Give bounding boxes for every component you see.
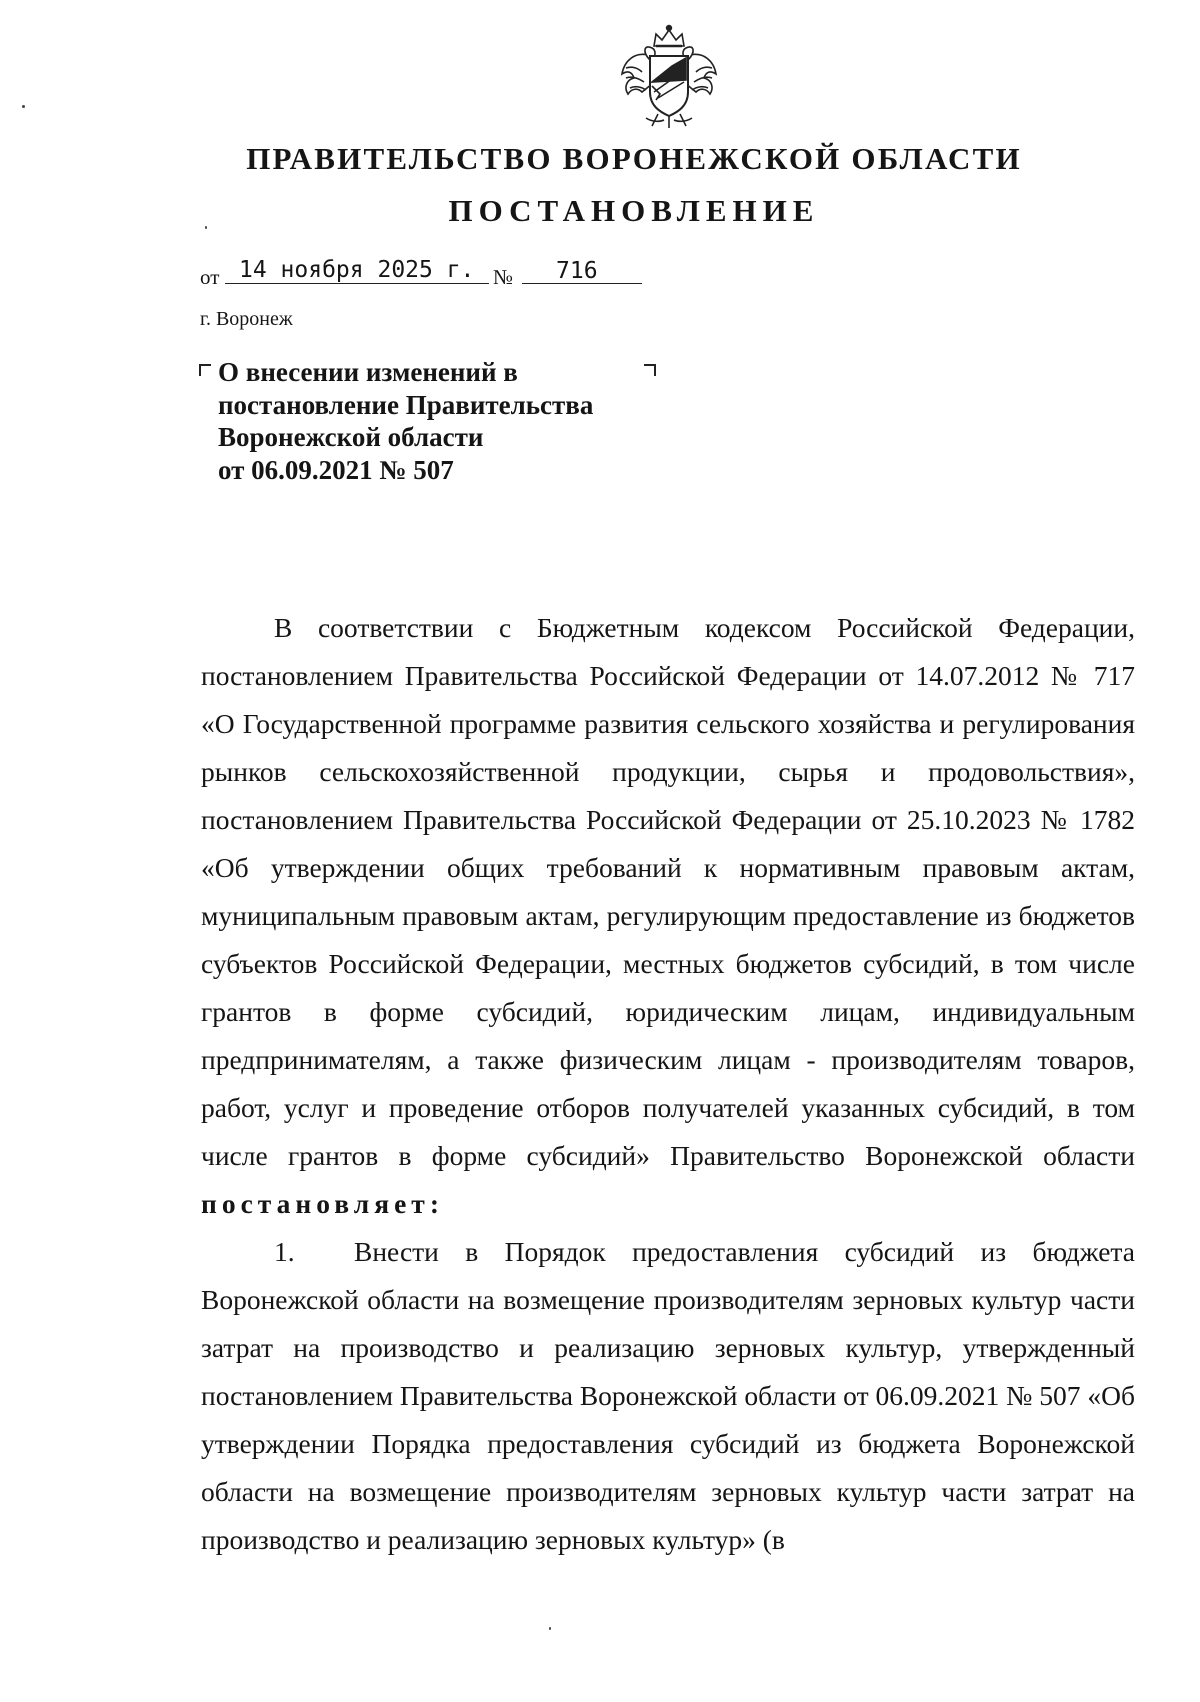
decree-word: постановляет: [201,1188,444,1219]
document-type-title: ПОСТАНОВЛЕНИЕ [448,193,820,228]
subject-bracket-left [199,364,211,376]
number-prefix: № [493,265,514,289]
document-subject [218,356,658,486]
scan-speck [549,1627,551,1630]
item-paragraph [201,1228,1135,1564]
document-date: 14 ноября 2025 г. [225,257,489,284]
scan-speck [22,105,25,108]
subject-line: О внесении изменений в [218,357,518,387]
subject-line: постановление Правительства [218,389,594,420]
preamble-paragraph [201,604,1135,1228]
item-text: Внести в Порядок предоставления субсидий из бюджета Воронежской области на возмещение производителям зерновых культур части затрат на производство и реализацию зерновых культур, утвержденный постановлением Правительства Воронежской области от 06.09.2021 № 507 «Об утверждении Порядка предоставления субсидий из бюджета Воронежской области на возмещение производителям зерновых культур части затрат на производство и реализацию зерновых культур» (в [201,1236,1135,1555]
subject-line: от 06.09.2021 № 507 [218,454,454,485]
subject-line: Воронежской области [218,422,484,452]
city-of-issue: г. Воронеж [200,308,293,330]
document-body [201,604,1135,1564]
preamble-text: В соответствии с Бюджетным кодексом Российской Федерации, постановлением Правительства Российской Федерации от 14.07.2012 № 717 «О Государственной программе развития сельского хозяйства и регулирования рынков сельскохозяйственной продукции, сырья и продовольствия», постановлением Правительства Российской Федерации от 25.10.2023 № 1782 «Об утверждении общих требований к нормативным правовым актам, муниципальным правовым актам, регулирующим предоставление из бюджетов субъектов Российской Федерации, местных бюджетов субсидий, в том числе грантов в форме субсидий, юридическим лицам, индивидуальным предпринимателям, а также физическим лицам - производителям товаров, работ, услуг и проведение отборов получателей указанных субсидий, в том числе грантов в форме субсидий» Правительство Воронежской области [201,612,1135,1171]
organization-title: ПРАВИТЕЛЬСТВО ВОРОНЕЖСКОЙ ОБЛАСТИ [246,141,1022,176]
coat-of-arms-icon [612,22,726,130]
item-number: 1. [274,1236,295,1267]
date-prefix: от [200,265,220,289]
document-number: 716 [522,258,642,284]
